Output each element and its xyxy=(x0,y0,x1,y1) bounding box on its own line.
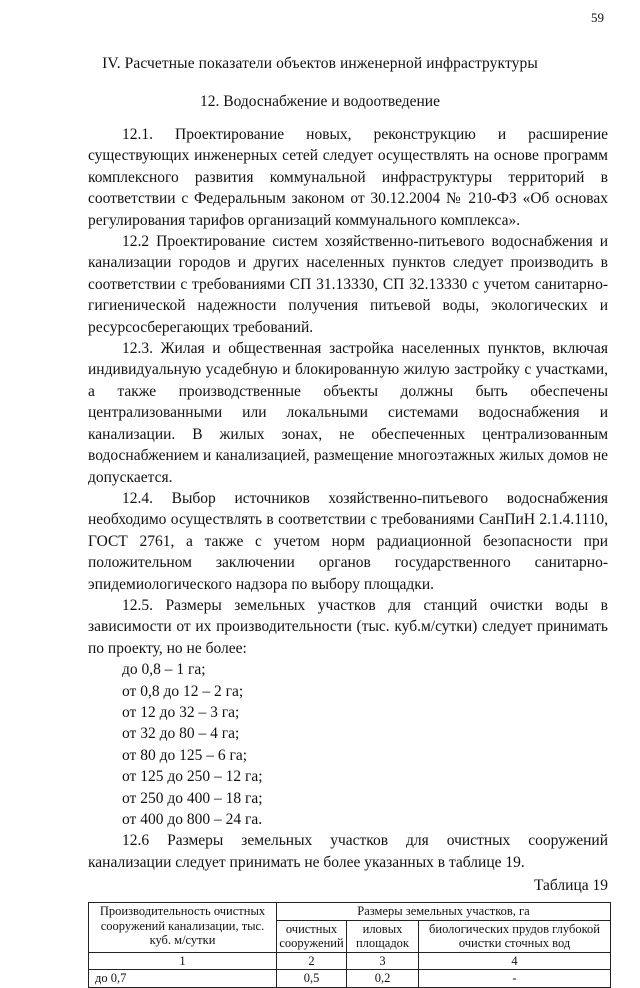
subheader-treatment-facilities: очистных сооружений xyxy=(277,920,347,952)
list-item: от 80 до 125 – 6 га; xyxy=(122,746,247,764)
paragraph-12-5: 12.5. Размеры земельных участков для станций очистки воды в зависимости от их производительности (тыс. куб.м/сутки) следует принимать по проекту, но не более: xyxy=(88,596,608,657)
list-item: от 32 до 80 – 4 га; xyxy=(122,725,240,743)
column-number: 4 xyxy=(419,952,611,970)
table-cell: до 0,7 xyxy=(89,970,277,988)
column-number: 2 xyxy=(277,952,347,970)
list-item: от 12 до 32 – 3 га; xyxy=(122,703,240,721)
subsection-heading: 12. Водоснабжение и водоотведение xyxy=(200,93,440,110)
list-item: от 0,8 до 12 – 2 га; xyxy=(122,682,244,700)
table-caption: Таблица 19 xyxy=(533,877,608,895)
subheader-biological-ponds: биологических прудов глубокой очистки сточных вод xyxy=(419,920,611,952)
list-item: от 125 до 250 – 12 га; xyxy=(122,768,263,786)
header-plot-sizes: Размеры земельных участков, га xyxy=(277,903,611,921)
paragraph-12-3: 12.3. Жилая и общественная застройка населенных пунктов, включая индивидуальную усадебную и блокированную жилую застройку с участками, а также производственные объекты должны быть обеспечены централизованными или локальными системами водоснабжения и канализации. В жилых зонах, не обеспеченных централизованным водоснабжением и канализацией, размещение многоэтажных жилых домов не допускается. xyxy=(88,340,608,486)
table-column-number-row xyxy=(89,952,611,970)
list-item: до 0,8 – 1 га; xyxy=(122,661,206,679)
table-19 xyxy=(88,902,611,988)
paragraph-12-6: 12.6 Размеры земельных участков для очистных сооружений канализации следует принимать не более указанных в таблице 19. xyxy=(88,832,608,871)
column-number: 1 xyxy=(89,952,277,970)
list-item: от 400 до 800 – 24 га. xyxy=(122,811,263,828)
page-number: 59 xyxy=(591,10,604,25)
table-row xyxy=(89,970,611,988)
paragraph-12-4: 12.4. Выбор источников хозяйственно-питьевого водоснабжения необходимо осуществлять в соответствии с требованиями СанПиН 2.1.4.1110, ГОСТ 2761, а также с учетом норм радиационной безопасности при положительном заключении органов государственного санитарно-эпидемиологического надзора по выбору площадки. xyxy=(88,489,608,593)
table-cell: 0,5 xyxy=(277,970,347,988)
subheader-sludge-sites: иловых площадок xyxy=(347,920,419,952)
list-item: от 250 до 400 – 18 га; xyxy=(122,789,263,807)
column-number: 3 xyxy=(347,952,419,970)
paragraph-12-1: 12.1. Проектирование новых, реконструкцию и расширение существующих инженерных сетей следует осуществлять на основе программ комплексного развития коммунальной инфраструктуры территорий в соответствии с Федеральным законом от 30.12.2004 № 210-ФЗ «Об основах регулирования тарифов организаций коммунального комплекса». xyxy=(88,126,608,229)
header-capacity: Производительность очистных сооружений канализации, тыс. куб. м/сутки xyxy=(89,903,277,953)
table-cell: - xyxy=(419,970,611,988)
plot-size-list xyxy=(88,659,608,830)
table-header-row xyxy=(89,903,611,921)
paragraph-12-2: 12.2 Проектирование систем хозяйственно-питьевого водоснабжения и канализации городов и других населенных пунктов следует производить в соответствии с требованиями СП 31.13330, СП 32.13330 с учетом санитарно-гигиенической надежности получения питьевой воды, экологических и ресурсосберегающих требований. xyxy=(88,233,608,336)
document-body xyxy=(88,124,608,988)
section-heading: IV. Расчетные показатели объектов инженерной инфраструктуры xyxy=(102,55,538,72)
table-cell: 0,2 xyxy=(347,970,419,988)
